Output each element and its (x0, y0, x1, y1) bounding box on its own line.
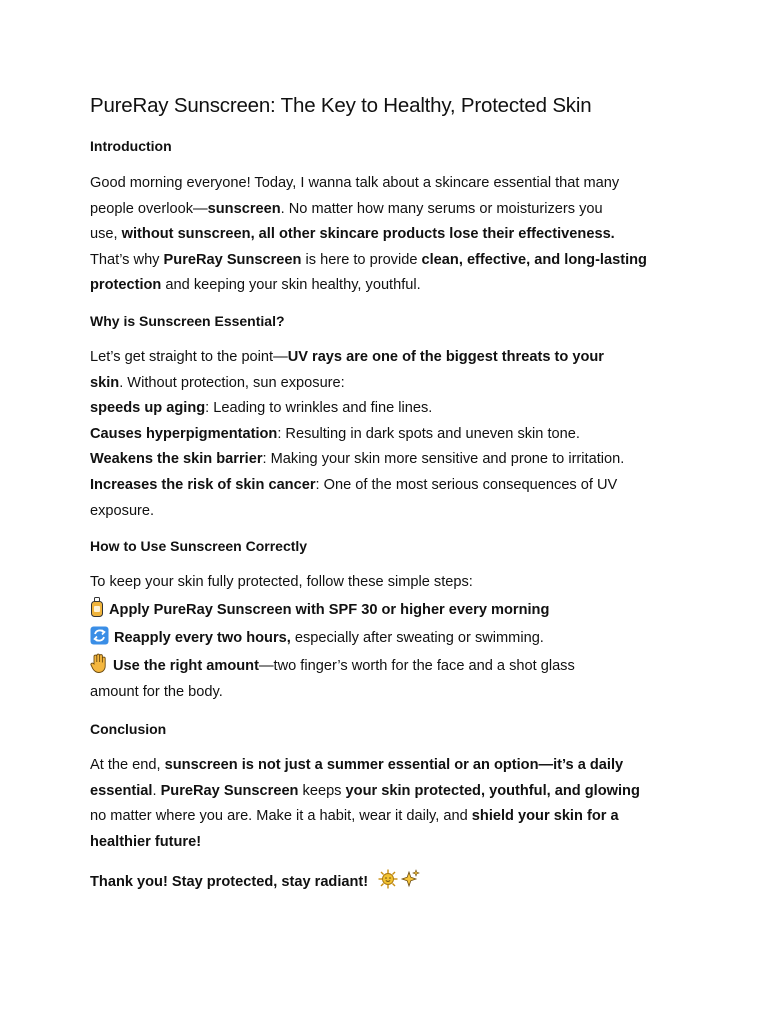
step-item: Reapply every two hours, especially after sweating or swimming. (90, 624, 690, 652)
hand-icon (90, 653, 108, 683)
sun-icon (378, 869, 398, 899)
conclusion-paragraph: At the end, sunscreen is not just a summer essential or an option—it’s a daily essential. PureRay Sunscreen keeps your skin protected, youthful, and glowing no matter where you are. Make it a habit, wear it daily, and shield your skin for a healthier future! (90, 757, 640, 850)
list-item: Causes hyperpigmentation: Resulting in dark spots and uneven skin tone. (90, 425, 580, 442)
how-paragraph: To keep your skin fully protected, follow these simple steps: Apply PureRay Sunscreen with SPF 30 or higher every morning Reapply every two hours, especially after sweating or swimming. Use the right amount—two finger’s worth for the face and a shot glass amount for the body. (90, 570, 690, 705)
list-item: Increases the risk of skin cancer: One of the most serious consequences of UV (90, 476, 618, 493)
sunscreen-bottle-icon (90, 597, 104, 627)
list-item: speeds up aging: Leading to wrinkles and fine lines. (90, 400, 433, 417)
how-heading: How to Use Sunscreen Correctly (90, 538, 308, 554)
closing-line: Thank you! Stay protected, stay radiant! (90, 869, 690, 899)
conclusion-heading: Conclusion (90, 721, 167, 737)
step-item: Use the right amount—two finger’s worth for the face and a shot glass (90, 652, 690, 680)
introduction-heading: Introduction (90, 138, 172, 154)
document-title: PureRay Sunscreen: The Key to Healthy, Protected Skin (90, 94, 592, 117)
why-paragraph: Let’s get straight to the point—UV rays are one of the biggest threats to your skin. Without protection, sun exposure: speeds up aging: Leading to wrinkles and fine lines. Causes hyperpigmentation: Resulting in dark spots and uneven skin tone. Weakens the skin barrier: Making your skin more sensitive and prone to irritation. Increases the risk of skin cancer: One of the most serious consequences of UV exposure. (90, 345, 690, 524)
step-item: Apply PureRay Sunscreen with SPF 30 or higher every morning (90, 596, 690, 624)
repeat-arrows-icon (90, 626, 109, 655)
sparkles-icon (400, 869, 420, 899)
why-heading: Why is Sunscreen Essential? (90, 313, 285, 329)
introduction-paragraph: Good morning everyone! Today, I wanna talk about a skincare essential that many people overlook—sunscreen. No matter how many serums or moisturizers you use, without sunscreen, all other skincare products lose their effectiveness. That’s why PureRay Sunscreen is here to provide clean, effective, and long-lasting protection and keeping your skin healthy, youthful. (90, 175, 647, 294)
list-item: Weakens the skin barrier: Making your skin more sensitive and prone to irritation. (90, 451, 625, 468)
